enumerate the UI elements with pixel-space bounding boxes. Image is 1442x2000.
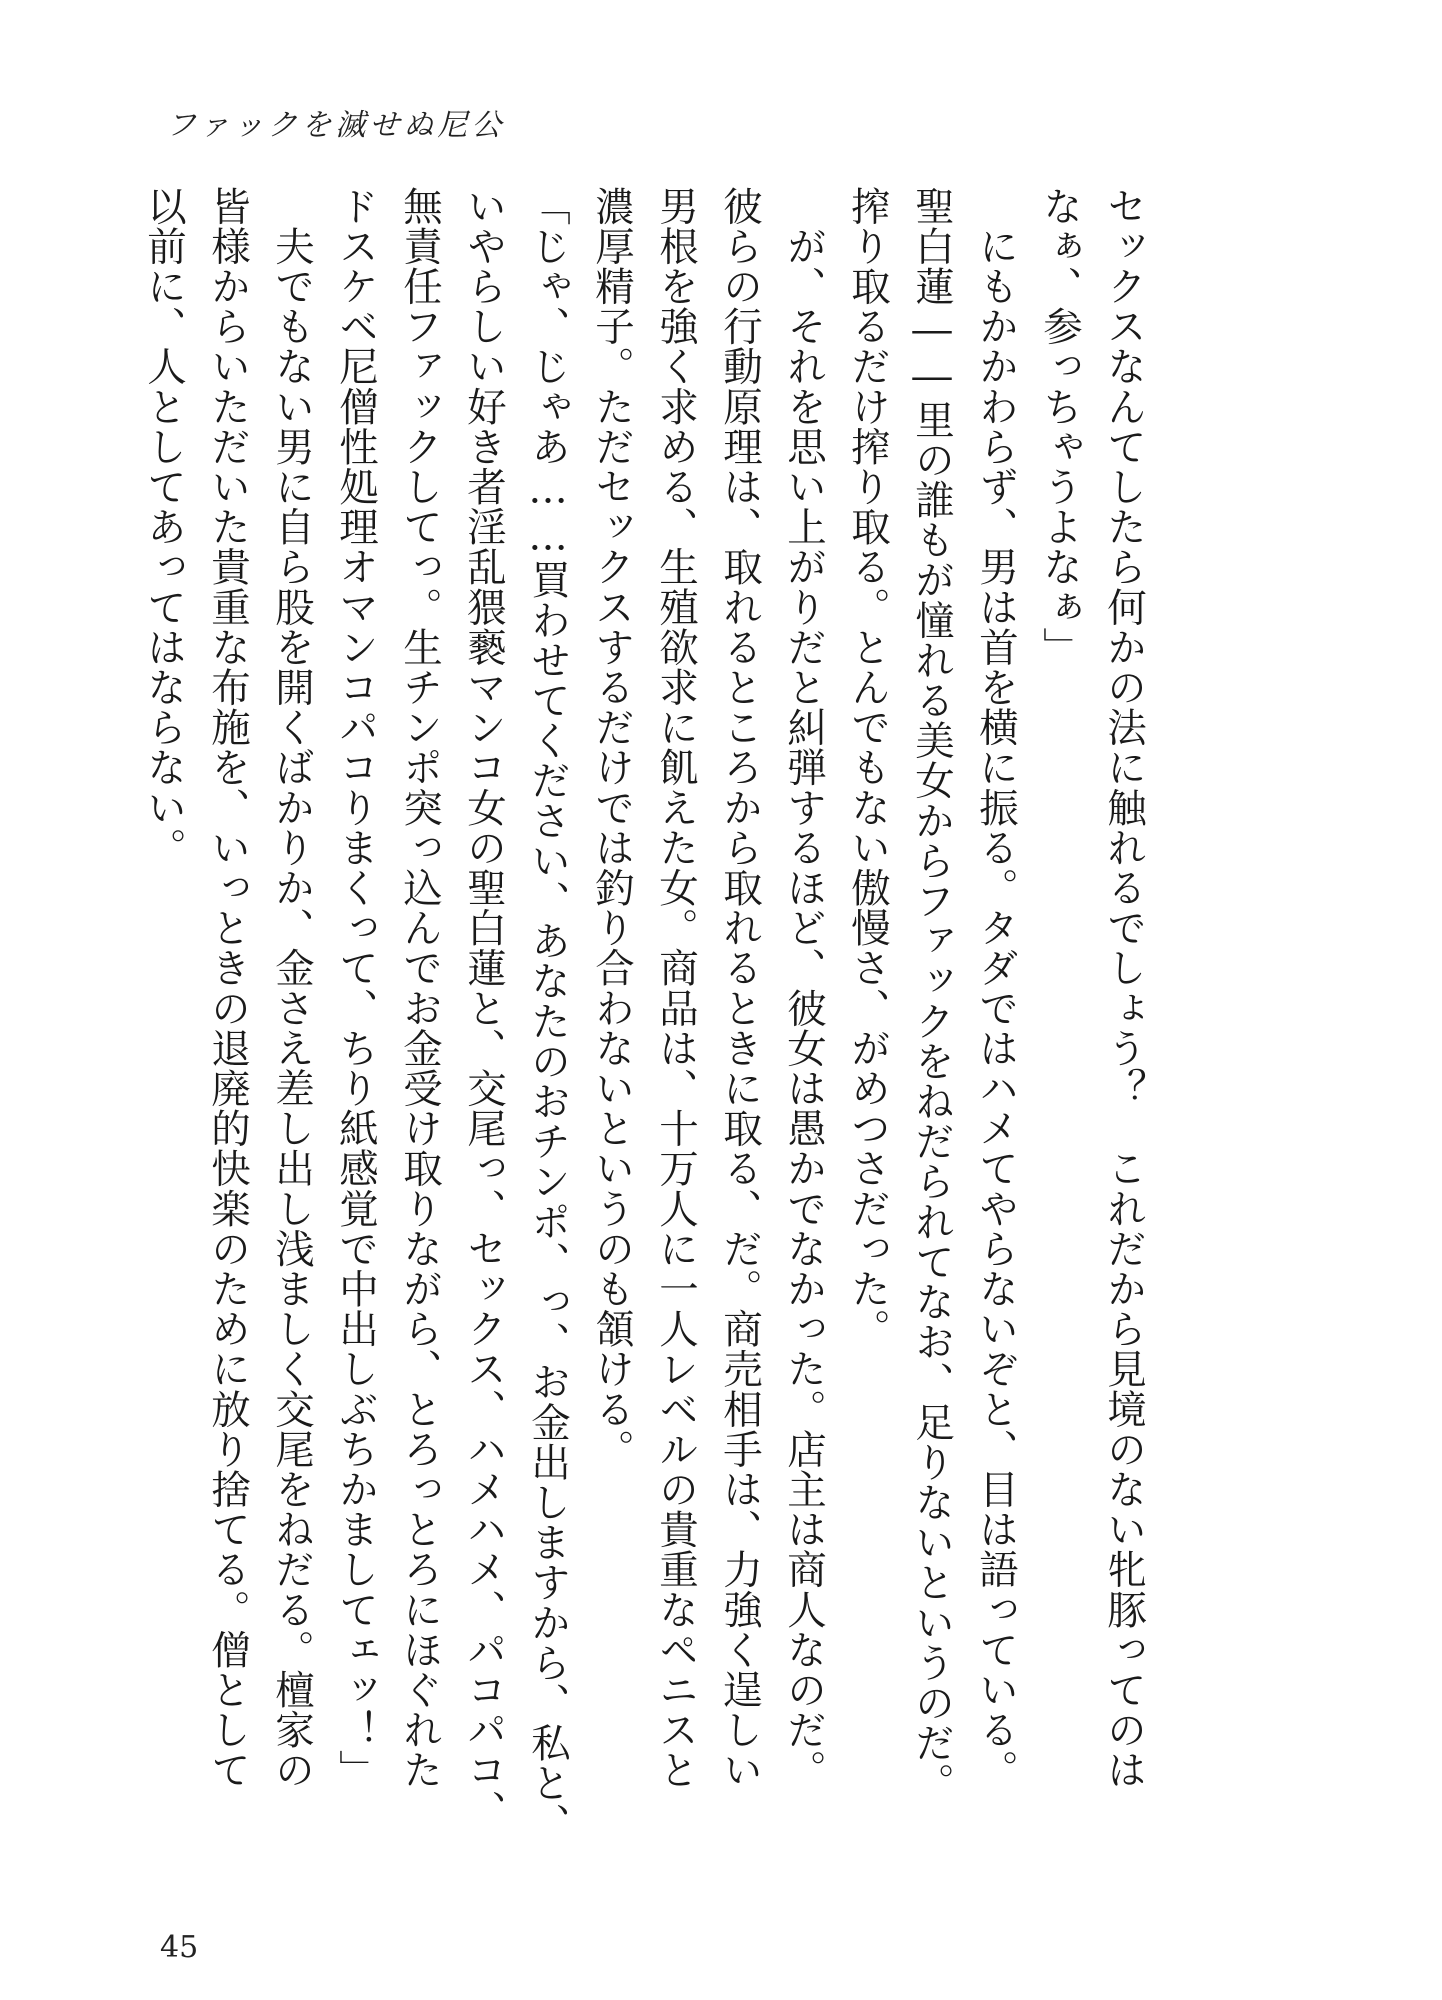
text-line: 搾り取るだけ搾り取る。とんでもない傲慢さ、がめつさだった。	[845, 186, 891, 1349]
text-line: 聖白蓮――里の誰もが憧れる美女からファックをねだられてなお、足りないというのだ。	[909, 186, 955, 1803]
text-line: が、それを思い上がりだと糾弾するほど、彼女は愚かでなかった。店主は商人なのだ。	[781, 186, 827, 1790]
text-line: 「じゃ、じゃあ……買わせてください、あなたのおチンポ、っ、お金出しますから、私と、	[525, 186, 571, 1844]
text-line: 以前に、人としてあってはならない。	[141, 186, 187, 868]
body-text	[0, 186, 1442, 1844]
text-line: なぁ、参っちゃうよなぁ」	[1037, 186, 1083, 668]
text-line: 濃厚精子。ただセックスするだけでは釣り合わないというのも頷ける。	[589, 186, 635, 1470]
running-head-title: ファックを滅せぬ尼公	[166, 108, 506, 143]
text-line: 皆様からいただいた貴重な布施を、いっときの退廃的快楽のために放り捨てる。僧として	[205, 186, 251, 1790]
text-line: 夫でもない男に自ら股を開くばかりか、金さえ差し出し浅ましく交尾をねだる。檀家の	[269, 186, 315, 1790]
page-number: 45	[160, 1930, 199, 1965]
text-line: セックスなんてしたら何かの法に触れるでしょう？ これだから見境のない牝豚ってのは	[1101, 186, 1147, 1790]
text-line: 男根を強く求める、生殖欲求に飢えた女。商品は、十万人に一人レベルの貴重なペニスと	[653, 186, 699, 1790]
text-line: いやらしい好き者淫乱猥褻マンコ女の聖白蓮と、交尾っ、セックス、ハメハメ、パコパコ、	[461, 186, 507, 1831]
text-line: ドスケベ尼僧性処理オマンコパコりまくって、ちり紙感覚で中出しぶちかましてェッ！」	[333, 186, 379, 1790]
text-line: にもかかわらず、男は首を横に振る。タダではハメてやらないぞと、目は語っている。	[973, 186, 1019, 1790]
text-line: 無責任ファックしてっ。生チンポ突っ込んでお金受け取りながら、とろっとろにほぐれた	[397, 186, 443, 1790]
text-line: 彼らの行動原理は、取れるところから取れるときに取る、だ。商売相手は、力強く逞しい	[717, 186, 763, 1790]
